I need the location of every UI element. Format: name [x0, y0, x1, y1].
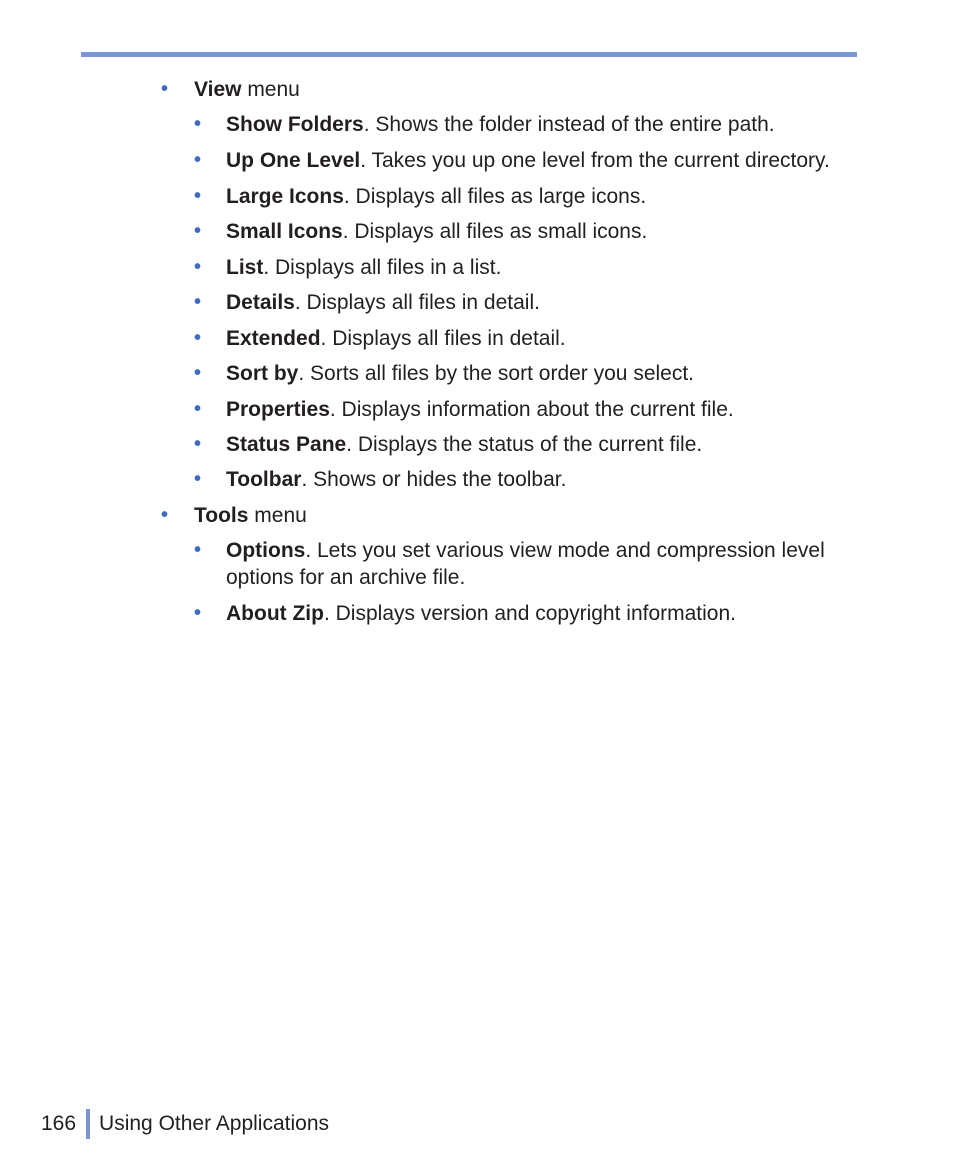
menu-option-item: [0, 254, 836, 281]
menu-option-item: [0, 600, 836, 627]
item-term: Large Icons: [226, 185, 344, 208]
bullet-icon: •: [194, 539, 202, 561]
item-term: Sort by: [226, 362, 299, 385]
menu-heading-item: [0, 502, 834, 529]
menu-option-item: [0, 289, 836, 316]
menu-option-item: [0, 325, 836, 352]
item-description: . Lets you set various view mode and compression level options for an archive file.: [226, 539, 825, 589]
item-description: menu: [248, 504, 307, 527]
item-term: List: [226, 256, 264, 279]
bullet-icon: •: [194, 327, 202, 349]
item-description: . Displays all files as small icons.: [342, 220, 648, 243]
item-term: Extended: [226, 327, 321, 350]
header-rule: [81, 52, 857, 57]
footer-divider: [86, 1109, 90, 1139]
item-description: . Displays all files in detail.: [320, 327, 566, 350]
item-term: Show Folders: [226, 113, 364, 136]
bullet-icon: •: [194, 291, 202, 313]
item-term: Up One Level: [226, 149, 361, 172]
bullet-icon: •: [194, 398, 202, 420]
menu-option-item: [0, 466, 836, 493]
item-description: menu: [241, 78, 300, 101]
page-number: 166: [41, 1112, 77, 1135]
item-term: About Zip: [226, 602, 324, 625]
bullet-icon: •: [194, 149, 202, 171]
item-term: Properties: [226, 398, 330, 421]
item-description: . Displays the status of the current file.: [346, 433, 703, 456]
menu-option-item: [0, 218, 836, 245]
menu-option-item: [0, 431, 836, 458]
item-description: . Takes you up one level from the current directory.: [360, 149, 830, 172]
bullet-icon: •: [194, 602, 202, 624]
menu-option-item: [0, 183, 836, 210]
menu-option-item: [0, 360, 836, 387]
item-description: . Sorts all files by the sort order you select.: [298, 362, 695, 385]
bullet-icon: •: [194, 433, 202, 455]
bullet-icon: •: [194, 256, 202, 278]
menu-description-list: [0, 76, 954, 627]
item-description: . Displays all files in a list.: [263, 256, 502, 279]
bullet-icon: •: [194, 468, 202, 490]
item-term: Tools: [194, 504, 249, 527]
item-term: View: [194, 78, 242, 101]
item-term: Options: [226, 539, 306, 562]
bullet-icon: •: [161, 78, 169, 100]
menu-option-item: [0, 396, 836, 423]
menu-heading-item: [0, 76, 834, 103]
menu-option-item: [0, 537, 836, 591]
bullet-icon: •: [194, 113, 202, 135]
item-term: Small Icons: [226, 220, 343, 243]
item-description: . Displays all files as large icons.: [343, 185, 647, 208]
item-description: . Displays all files in detail.: [294, 291, 540, 314]
menu-option-item: [0, 111, 836, 138]
footer-section-title: Using Other Applications: [99, 1112, 330, 1135]
item-term: Details: [226, 291, 295, 314]
item-term: Status Pane: [226, 433, 347, 456]
item-description: . Displays information about the current file.: [329, 398, 734, 421]
bullet-icon: •: [194, 220, 202, 242]
bullet-icon: •: [194, 362, 202, 384]
item-description: . Displays version and copyright information.: [323, 602, 736, 625]
bullet-icon: •: [161, 504, 169, 526]
item-description: . Shows the folder instead of the entire path.: [363, 113, 775, 136]
item-description: . Shows or hides the toolbar.: [301, 468, 567, 491]
menu-option-item: [0, 147, 836, 174]
bullet-icon: •: [194, 185, 202, 207]
item-term: Toolbar: [226, 468, 302, 491]
page-footer: [41, 1108, 329, 1140]
